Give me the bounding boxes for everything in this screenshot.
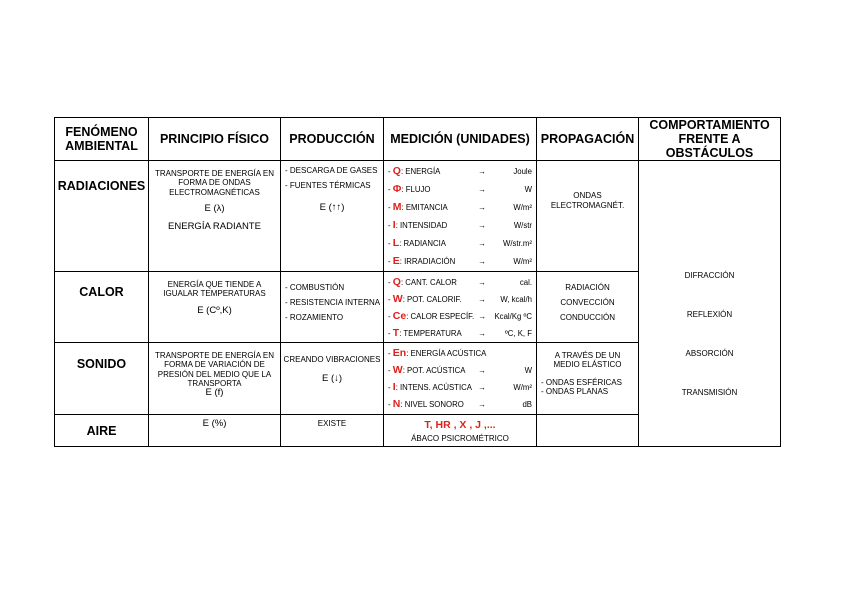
measurement-symbol: L (392, 237, 400, 250)
measurement-text: ÁBACO PSICROMÉTRICO (411, 434, 509, 443)
measurement-text: : NIVEL SONORO (400, 399, 464, 409)
header-behavior: COMPORTAMIENTO FRENTE A OBSTÁCULOS (639, 118, 781, 161)
arrow-icon: → (478, 239, 486, 249)
principle-formula: E (Cº,K) (197, 304, 232, 316)
measurement-label (388, 275, 474, 288)
arrow-icon: → (478, 365, 486, 375)
measurement-symbol: Q (392, 165, 401, 178)
propagation-radiaciones (537, 161, 639, 272)
measurement-label (388, 363, 474, 376)
measurement-prefix: - (388, 277, 393, 287)
measurement-text: : ENERGÍA ACÚSTICA (406, 348, 487, 358)
measurement-symbol: W (392, 292, 403, 305)
behavior-item: ABSORCIÓN (685, 349, 734, 358)
measurement-unit: ºC, K, F (504, 328, 532, 338)
propagation-aire (537, 415, 639, 447)
behavior-item: TRANSMISIÓN (681, 388, 738, 397)
production-item: - FUENTES TÉRMICAS (285, 180, 371, 190)
arrow-icon: → (478, 221, 486, 231)
arrow-icon: → (478, 294, 486, 304)
principle-sonido (149, 343, 281, 415)
measurement-unit: W/str (513, 221, 532, 231)
environmental-phenomena-table (54, 117, 781, 447)
measurement-unit: W/str.m² (502, 239, 532, 249)
measurement-calor (384, 272, 537, 343)
phenomenon-calor: CALOR (55, 272, 149, 343)
measurement-unit: Kcal/Kg ºC (494, 311, 532, 321)
measurement-symbols: T, HR , X , J ,... (424, 419, 496, 431)
principle-formula: E (λ) (204, 202, 225, 214)
arrow-icon: → (478, 382, 486, 392)
production-calor (281, 272, 384, 343)
measurement-row (388, 217, 532, 235)
production-formula: E (↑↑) (319, 202, 345, 213)
measurement-label (388, 203, 474, 212)
propagation-item: - ONDAS PLANAS (541, 386, 609, 396)
phenomenon-sonido: SONIDO (55, 343, 149, 415)
measurement-prefix: - (388, 294, 393, 304)
measurement-prefix: - (388, 348, 393, 358)
measurement-symbol: M (392, 201, 402, 214)
header-measurement: MEDICIÓN (UNIDADES) (384, 118, 537, 161)
phenomenon-aire: AIRE (55, 415, 149, 447)
principle-formula: E (f) (205, 387, 224, 399)
arrow-icon: → (478, 399, 486, 409)
measurement-row (388, 253, 532, 271)
measurement-prefix: - (388, 365, 393, 375)
propagation-main: A TRAVÉS DE UN MEDIO ELÁSTICO (553, 351, 622, 370)
measurement-radiaciones (384, 161, 537, 272)
production-aire: EXISTE (281, 415, 384, 447)
measurement-label (388, 257, 474, 266)
production-item: - DESCARGA DE GASES (285, 165, 378, 175)
measurement-text: : CALOR ESPECÍF. (406, 311, 475, 321)
phenomenon-radiaciones: RADIACIONES (55, 161, 149, 272)
measurement-label (388, 346, 532, 359)
measurement-label (388, 380, 474, 393)
behavior-item: REFLEXIÓN (686, 310, 733, 319)
measurement-text: : EMITANCIA (401, 203, 448, 213)
measurement-label (388, 239, 474, 248)
arrow-icon: → (478, 277, 486, 287)
measurement-unit: W/m² (513, 382, 532, 392)
behavior-cell (639, 161, 781, 447)
measurement-label (388, 292, 474, 305)
measurement-label (388, 185, 474, 194)
measurement-unit: W (524, 185, 532, 195)
measurement-text: : INTENSIDAD (395, 221, 448, 231)
measurement-text: : ENERGÍA (400, 167, 441, 177)
production-sonido (281, 343, 384, 415)
header-principle: PRINCIPIO FÍSICO (149, 118, 281, 161)
arrow-icon: → (478, 167, 486, 177)
principle-text: TRANSPORTE DE ENERGÍA EN FORMA DE ONDAS ELECTROMAGNÉTICAS (155, 169, 274, 197)
measurement-row (388, 199, 532, 217)
measurement-unit: dB (522, 399, 532, 409)
measurement-row (388, 325, 532, 342)
measurement-prefix: - (388, 328, 393, 338)
measurement-row (388, 379, 532, 396)
measurement-row (388, 274, 532, 291)
measurement-prefix: - (388, 221, 393, 231)
measurement-symbol: Q (392, 275, 401, 288)
measurement-label (388, 397, 474, 410)
arrow-icon: → (478, 328, 486, 338)
propagation-calor (537, 272, 639, 343)
principle-calor (149, 272, 281, 343)
measurement-unit: W/m² (513, 257, 532, 267)
measurement-text: : TEMPERATURA (399, 328, 462, 338)
measurement-row (388, 362, 532, 379)
measurement-row (388, 291, 532, 308)
propagation-item: CONVECCIÓN (560, 298, 615, 307)
measurement-unit: W/m² (513, 203, 532, 213)
measurement-label (388, 221, 474, 230)
behavior-item: DIFRACCIÓN (684, 271, 735, 280)
measurement-row (388, 396, 532, 413)
measurement-unit: W, kcal/h (500, 294, 532, 304)
measurement-label (388, 167, 474, 176)
principle-radiaciones (149, 161, 281, 272)
propagation-item: - ONDAS ESFÉRICAS (541, 377, 622, 387)
propagation-item: CONDUCCIÓN (559, 313, 616, 322)
production-item: CREANDO VIBRACIONES (283, 355, 381, 364)
measurement-text: : CANT. CALOR (400, 277, 457, 287)
production-formula: E (↓) (321, 373, 343, 385)
measurement-symbol: I (392, 219, 396, 232)
measurement-label (388, 326, 474, 339)
principle-text: TRANSPORTE DE ENERGÍA EN FORMA DE VARIACIÓN DE PRESIÓN DEL MEDIO QUE LA TRANSPORTA (155, 351, 274, 388)
measurement-row (388, 308, 532, 325)
production-item: - RESISTENCIA INTERNA (285, 297, 381, 307)
measurement-symbol: T (392, 326, 400, 339)
measurement-prefix: - (388, 257, 393, 267)
arrow-icon: → (478, 203, 486, 213)
header-phenomenon: FENÓMENO AMBIENTAL (55, 118, 149, 161)
arrow-icon: → (478, 257, 486, 267)
measurement-unit: Joule (513, 167, 532, 177)
measurement-prefix: - (388, 203, 393, 213)
measurement-text: : POT. CALORIF. (402, 294, 462, 304)
propagation-item: ELECTROMAGNÉT. (550, 201, 625, 210)
measurement-symbol: En (392, 346, 407, 359)
row-radiaciones (55, 161, 781, 272)
measurement-aire (384, 415, 537, 447)
measurement-symbol: I (392, 380, 396, 393)
measurement-symbol: W (392, 363, 403, 376)
arrow-icon: → (478, 311, 487, 321)
measurement-sonido (384, 343, 537, 415)
propagation-item: RADIACIÓN (565, 283, 610, 292)
propagation-item: ONDAS (573, 191, 602, 200)
measurement-symbol: E (392, 255, 400, 268)
measurement-text: : IRRADIACIÓN (399, 257, 456, 267)
measurement-symbol: Ce (392, 309, 407, 322)
measurement-prefix: - (388, 167, 393, 177)
arrow-icon: → (478, 185, 486, 195)
header-row (55, 118, 781, 161)
measurement-text: : POT. ACÚSTICA (402, 365, 466, 375)
measurement-prefix: - (388, 185, 393, 195)
measurement-unit: W (524, 365, 532, 375)
measurement-label (388, 309, 475, 322)
measurement-unit: cal. (519, 277, 532, 287)
measurement-row (388, 181, 532, 199)
measurement-row (388, 345, 532, 362)
measurement-prefix: - (388, 311, 393, 321)
measurement-text: : FLUJO (401, 185, 431, 195)
principle-aire: E (%) (149, 415, 281, 447)
production-radiaciones (281, 161, 384, 272)
header-propagation: PROPAGACIÓN (537, 118, 639, 161)
header-production: PRODUCCIÓN (281, 118, 384, 161)
measurement-text: : RADIANCIA (399, 239, 446, 249)
measurement-symbol: Φ (392, 183, 402, 196)
production-item: - ROZAMIENTO (285, 312, 344, 322)
measurement-prefix: - (388, 382, 393, 392)
measurement-row (388, 163, 532, 181)
principle-text: ENERGÍA QUE TIENDE A IGUALAR TEMPERATURAS (163, 280, 266, 299)
propagation-sonido (537, 343, 639, 415)
measurement-prefix: - (388, 239, 393, 249)
measurement-prefix: - (388, 399, 393, 409)
measurement-symbol: N (392, 397, 401, 410)
production-item: - COMBUSTIÓN (285, 282, 345, 292)
measurement-text: : INTENS. ACÚSTICA (395, 382, 472, 392)
measurement-row (388, 235, 532, 253)
principle-extra: ENERGÍA RADIANTE (168, 220, 261, 232)
